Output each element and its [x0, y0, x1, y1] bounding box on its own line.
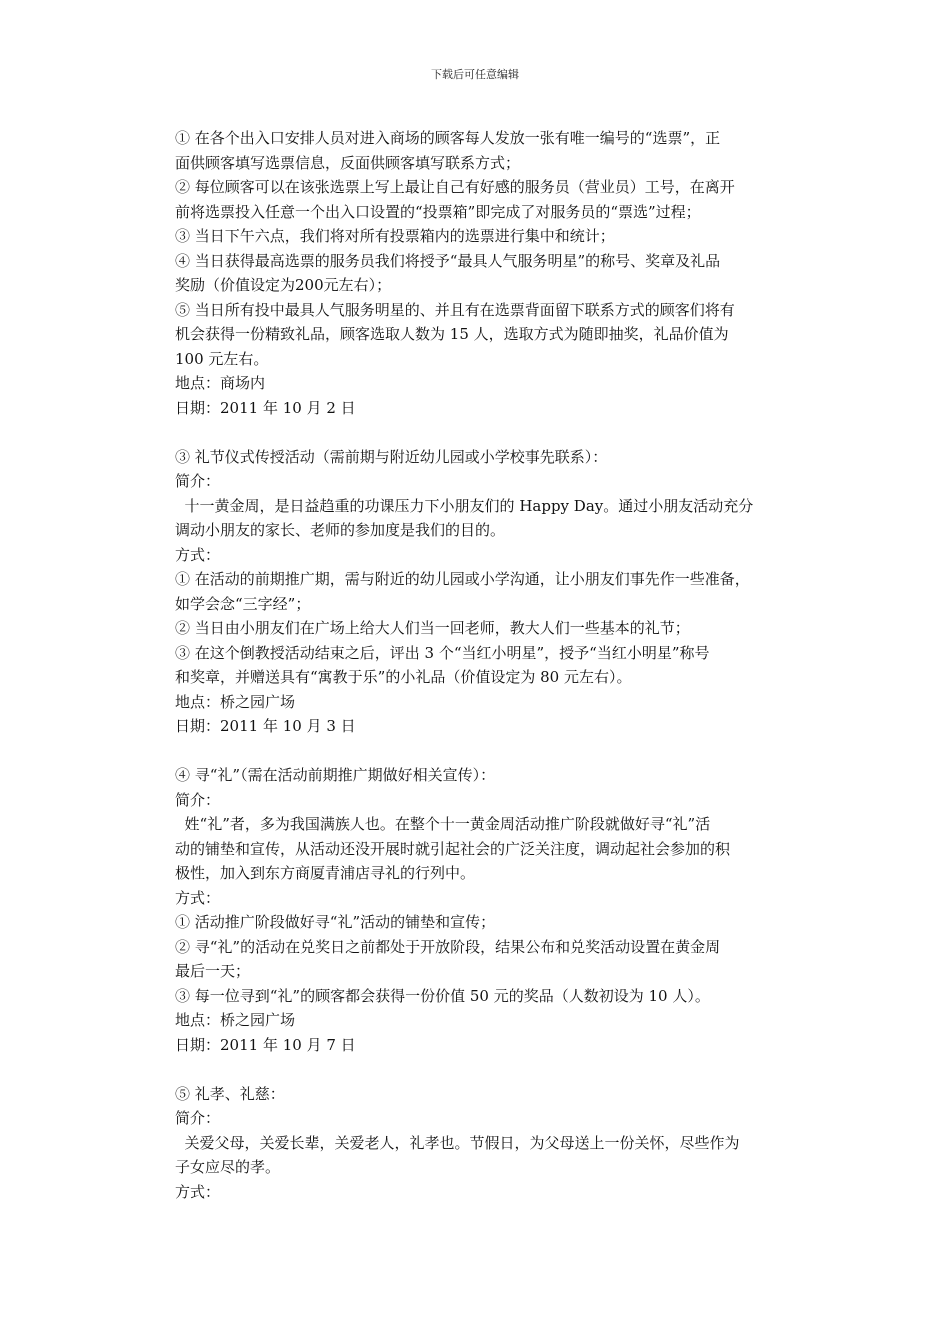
text-line: 地点：桥之园广场 [175, 1011, 296, 1029]
text-line: ⑤ 当日所有投中最具人气服务明星的、并且有在选票背面留下联系方式的顾客们将有 [175, 300, 735, 319]
text-line: ① 在各个出入口安排人员对进入商场的顾客每人发放一张有唯一编号的“选票”，正 [175, 129, 721, 147]
text-line: ③ 在这个倒教授活动结束之后，评出 3 个“当红小明星”，授予“当红小明星”称号 [175, 643, 710, 662]
text-line: 关爱父母，关爱长辈，关爱老人，礼孝也。节假日，为父母送上一份关怀，尽些作为 [175, 1133, 740, 1152]
text-line: ⑤ 礼孝、礼慈： [175, 1084, 285, 1103]
page-header: 下载后可任意编辑 [431, 68, 519, 81]
text-line: 方式： [175, 888, 221, 907]
blank-line [175, 420, 825, 445]
text-line: ③ 礼节仪式传授活动（需前期与附近幼儿园或小学校事先联系）： [175, 447, 608, 466]
text-line: 简介： [175, 1109, 221, 1127]
text-line: 机会获得一份精致礼品，顾客选取人数为 15 人，选取方式为随即抽奖，礼品价值为 [175, 325, 729, 343]
text-line: 日期：2011 年 10 月 7 日 [175, 1035, 356, 1054]
text-line: ② 每位顾客可以在该张选票上写上最让自己有好感的服务员（营业员）工号，在离开 [175, 178, 735, 196]
text-line: 简介： [175, 790, 221, 809]
text-line: 地点：商场内 [175, 374, 266, 392]
text-line: 奖励（价值设定为200元左右）； [175, 276, 392, 294]
text-line: ② 寻“礼”的活动在兑奖日之前都处于开放阶段，结果公布和兑奖活动设置在黄金周 [175, 937, 721, 956]
text-line: 日期：2011 年 10 月 2 日 [175, 398, 356, 417]
text-line: 姓“礼”者，多为我国满族人也。在整个十一黄金周活动推广阶段就做好寻“礼”活 [175, 815, 711, 833]
text-line: 十一黄金周，是日益趋重的功课压力下小朋友们的 Happy Day。通过小朋友活动充分 [175, 496, 754, 515]
text-line: 方式： [175, 1182, 221, 1201]
text-line: ② 当日由小朋友们在广场上给大人们当一回老师，教大人们一些基本的礼节； [175, 619, 690, 637]
text-line: ① 在活动的前期推广期，需与附近的幼儿园或小学沟通，让小朋友们事先作一些准备， [175, 570, 750, 588]
text-line: 方式： [175, 545, 221, 564]
text-line: 和奖章，并赠送具有“寓教于乐”的小礼品（价值设定为 80 元左右）。 [175, 668, 632, 686]
text-line: ③ 每一位寻到“礼”的顾客都会获得一份价值 50 元的奖品（人数初设为 10 人）。 [175, 986, 710, 1005]
text-line: 最后一天； [175, 962, 251, 980]
text-line: 调动小朋友的家长、老师的参加度是我们的目的。 [175, 521, 506, 539]
text-line: ④ 当日获得最高选票的服务员我们将授予“最具人气服务明星”的称号、奖章及礼品 [175, 251, 721, 270]
text-line: 前将选票投入任意一个出入口设置的“投票箱”即完成了对服务员的“票选”过程； [175, 202, 701, 221]
blank-line [175, 739, 825, 764]
text-line: 地点：桥之园广场 [175, 692, 296, 711]
text-line: 如学会念“三字经”； [175, 594, 311, 613]
text-line: 日期：2011 年 10 月 3 日 [175, 717, 356, 735]
text-line: ④ 寻“礼”（需在活动前期推广期做好相关宣传）： [175, 766, 496, 784]
text-line: ① 活动推广阶段做好寻“礼”活动的铺垫和宣传； [175, 913, 496, 931]
text-line: 100 元左右。 [175, 349, 269, 368]
text-line: ③ 当日下午六点，我们将对所有投票箱内的选票进行集中和统计； [175, 227, 615, 245]
text-line: 极性，加入到东方商厦青浦店寻礼的行列中。 [175, 864, 476, 882]
text-line: 面供顾客填写选票信息，反面供顾客填写联系方式； [175, 153, 521, 172]
text-line: 子女应尽的孝。 [175, 1158, 281, 1176]
blank-line [175, 1057, 825, 1082]
text-line: 动的铺垫和宣传，从活动还没开展时就引起社会的广泛关注度，调动起社会参加的积 [175, 839, 731, 858]
text-line: 简介： [175, 472, 221, 490]
document-body [175, 126, 825, 1204]
